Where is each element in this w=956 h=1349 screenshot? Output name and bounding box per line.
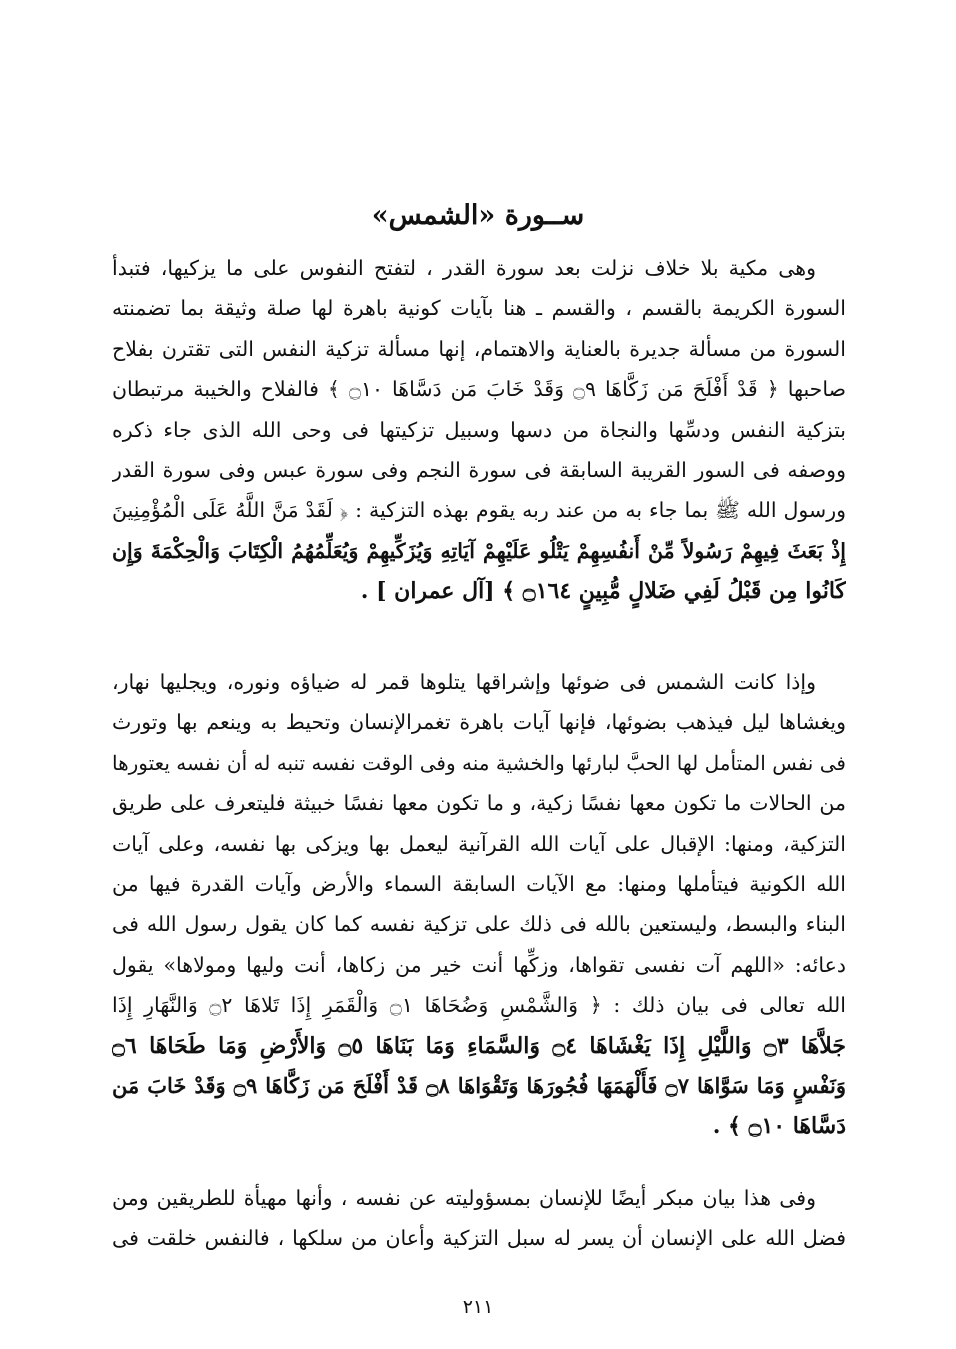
text-line: دعائه: «اللهم آت نفسى تقواها، وزكِّها أنت خير من زكاها، أنت وليها ومولاها» يقول	[112, 952, 846, 977]
text-line: وفى هذا بيان مبكر أيضًا للإنسان بمسؤوليته عن نفسه ، وأنها مهيأة للطريقين ومن	[112, 1186, 816, 1210]
quran-verse-line: وَنَفْسٍ وَمَا سَوَّاهَا ۝٧ فَأَلْهَمَهَا فُجُورَهَا وَتَقْوَاهَا ۝٨ قَدْ أَفْلَحَ مَن زَكَّاهَا ۝٩ وَقَدْ خَابَ مَن	[112, 1072, 846, 1098]
quran-verse-line: جَلاَّهَا ۝٣ وَاللَّيْلِ إِذَا يَغْشَاهَا ۝٤ وَالسَّمَاءِ وَمَا بَنَاهَا ۝٥ وَالأَرْضِ وَمَا طَحَاهَا ۝٦	[112, 1032, 846, 1059]
text-line: ويغشاها ليل فيذهب بضوئها، فإنها آيات باهرة تغمرالإنسان وتحيط به وينعم بها وتورث	[112, 710, 846, 735]
text-line: بتزكية النفس ودسِّها والنجاة من دسها وسبيل تزكيتها فى وحى الله الذى جاء ذكره	[112, 417, 846, 442]
text-line: من الحالات ما تكون معها نفسًا زكية، و ما تكون معها نفسًا خبيثة فليتعرف على طريق	[112, 791, 846, 816]
text-line: فى نفس المتأمل لها الحبَّ لبارئها والخشية منه وفى الوقت نفسه تنبه له أن نفسه يعتورها	[112, 750, 846, 775]
quran-verse-line: صاحبها ﴿ قَدْ أَفْلَحَ مَن زَكَّاهَا ۝٩ وَقَدْ خَابَ مَن دَسَّاهَا ۝١٠ ﴾ فالفلاح والخيبة مرتبطان	[112, 377, 846, 402]
text-line: فضل الله على الإنسان أن يسر له سبل التزكية وأعان من سلكها ، فالنفس خلقت فى	[112, 1226, 846, 1251]
paragraph-1	[112, 248, 846, 612]
quran-verse-line: الله تعالى فى بيان ذلك : ﴿ وَالشَّمْسِ وَضُحَاهَا ۝١ وَالْقَمَرِ إِذَا تَلاهَا ۝٢ وَالنَّهَارِ إِذَا	[112, 993, 846, 1018]
text-line: البناء والبسط، وليستعين بالله فى ذلك على تزكية نفسه كما كان يقول رسول الله فى	[112, 912, 846, 937]
surah-title: ســورة «الشمس»	[371, 200, 585, 231]
text-line: الله الكونية فيتأملها ومنها: مع الآيات السابقة السماء والأرض وآيات القدرة فيها من	[112, 871, 846, 896]
text-line: السورة من مسألة جديرة بالعناية والاهتمام، إنها مسألة تزكية النفس التى تقترن بفلاح	[112, 336, 846, 361]
text-line: وهى مكية بلا خلاف نزلت بعد سورة القدر ، لتفتح النفوس على ما يزكيها، فتبدأ	[112, 256, 816, 280]
text-line: ووصفه فى السور القريبة السابقة فى سورة النجم وفى سورة عبس وفى سورة القدر	[112, 457, 846, 482]
text-line: السورة الكريمة بالقسم ، والقسم ـ هنا بآيات كونية باهرة لها صلة وثيقة بما تضمنته	[112, 296, 846, 321]
quran-verse-line: كَانُوا مِن قَبْلُ لَفِي ضَلالٍ مُّبِينٍ ۝١٦٤ ﴾ [آل عمران ] .	[360, 578, 846, 605]
text-line: ورسول الله ﷺ بما جاء به من عند ربه يقوم بهذه التزكية : ﴿ لَقَدْ مَنَّ اللَّهُ عَلَى الْمُؤْمِنِينَ	[112, 498, 846, 523]
text-line: التزكية، ومنها: الإقبال على آيات الله القرآنية ليعمل بها ويزكى بها نفسه، وعلى آيات	[112, 831, 846, 856]
quran-verse-line: دَسَّاهَا ۝١٠ ﴾ .	[712, 1113, 846, 1140]
quran-verse-line: إِذْ بَعَثَ فِيهِمْ رَسُولاً مِّنْ أَنفُسِهِمْ يَتْلُو عَلَيْهِمْ آيَاتِهِ وَيُزَكِّيهِمْ وَيُعَلِّمُهُمُ الْكِتَابَ وَالْحِكْمَةَ وَإِن	[112, 538, 846, 563]
text-line: وإذا كانت الشمس فى ضوئها وإشراقها يتلوها قمر له ضياؤه ونوره، ويجليها نهار،	[112, 670, 816, 694]
paragraph-3	[112, 1178, 846, 1259]
paragraph-2	[112, 662, 846, 1147]
page-number: ٢١١	[462, 1296, 494, 1318]
